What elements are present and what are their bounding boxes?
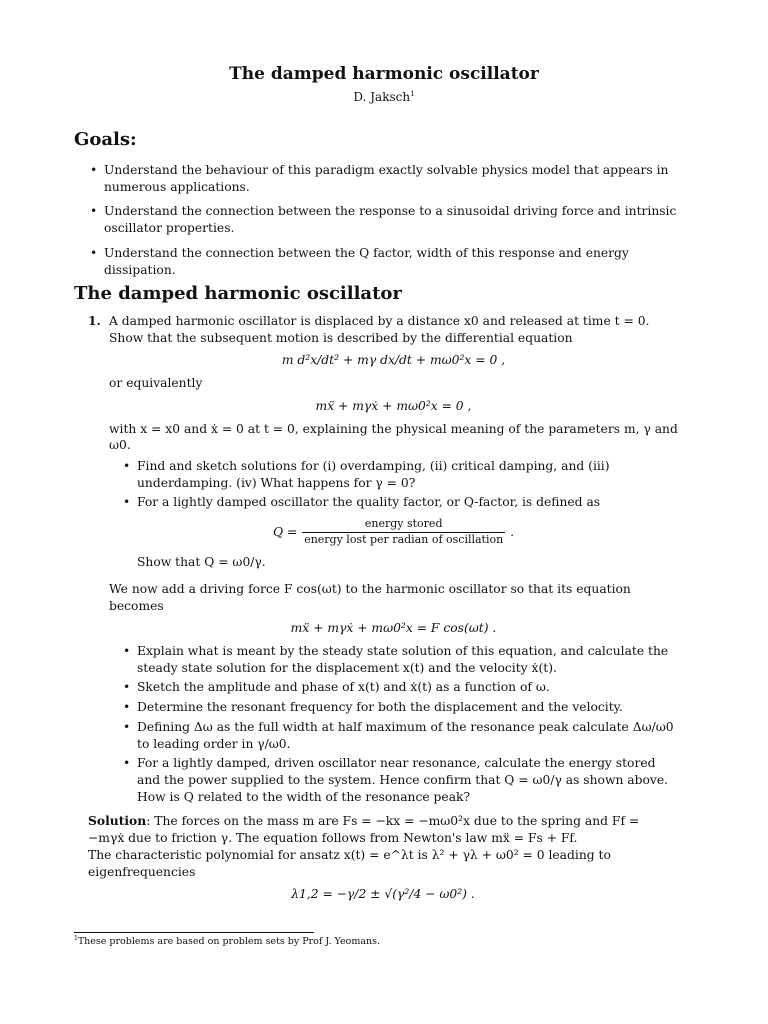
goals-list bbox=[88, 162, 682, 286]
problem-number: 1. bbox=[88, 313, 101, 328]
driving-force-text: We now add a driving force F cos(ωt) to the harmonic oscillator so that its equation becomes bbox=[109, 581, 631, 613]
solution-label: Solution bbox=[88, 813, 147, 829]
author-footnote-mark: 1 bbox=[410, 90, 415, 98]
footnote-rule bbox=[74, 932, 314, 933]
goal-item: • Understand the behaviour of this paradigm exactly solvable physics model that appears in numerous applications. bbox=[88, 162, 682, 195]
footnote-text: These problems are based on problem sets by Prof J. Yeomans. bbox=[77, 936, 381, 947]
solution-text: : The forces on the mass m are Fs = −kx = −mω0²x due to the spring and Ff = −mγẋ due to friction γ. The equation follows from Newton's law mẍ = Fs + Ff. bbox=[88, 814, 640, 846]
problem-content bbox=[88, 313, 678, 805]
question-item: • For a lightly damped oscillator the quality factor, or Q-factor, is defined as bbox=[109, 494, 678, 511]
q-numerator: energy stored bbox=[302, 517, 505, 533]
footnote-mark: 1 bbox=[74, 935, 78, 942]
goals-heading: Goals: bbox=[74, 129, 137, 150]
question-item: • Sketch the amplitude and phase of x(t) and ẋ(t) as a function of ω. bbox=[109, 679, 678, 696]
characteristic-polynomial-text: The characteristic polynomial for ansatz x(t) = e^λt is λ² + γλ + ω0² = 0 leading to eigenfrequencies bbox=[88, 847, 611, 879]
question-item: • Determine the resonant frequency for both the displacement and the velocity. bbox=[109, 699, 678, 716]
problem-body bbox=[88, 313, 678, 909]
question-item: • Find and sketch solutions for (i) overdamping, (ii) critical damping, and (iii) underdamping. (iv) What happens for γ = 0? bbox=[109, 458, 678, 491]
footnote bbox=[74, 935, 380, 949]
equation-4: λ1,2 = −γ/2 ± √(γ²/4 − ω0²) . bbox=[291, 887, 475, 902]
goal-item: • Understand the connection between the response to a sinusoidal driving force and intrinsic oscillator properties. bbox=[88, 203, 682, 236]
q-fraction bbox=[302, 517, 505, 548]
document-title: The damped harmonic oscillator bbox=[229, 64, 539, 84]
question-item: • Explain what is meant by the steady state solution of this equation, and calculate the steady state solution for the displacement x(t) and the velocity ẋ(t). bbox=[109, 643, 678, 676]
question-item: • For a lightly damped, driven oscillator near resonance, calculate the energy stored and the power supplied to the system. Hence confirm that Q = ω0/γ as shown above. How is Q related to the width of the resonance peak? bbox=[109, 755, 678, 805]
or-equivalently: or equivalently bbox=[109, 376, 203, 391]
show-q-text: Show that Q = ω0/γ. bbox=[137, 555, 266, 570]
author-name: D. Jaksch bbox=[353, 90, 411, 104]
q-label: Q = bbox=[272, 525, 298, 540]
equation-3: mẍ + mγẋ + mω0²x = F cos(ωt) . bbox=[290, 621, 497, 636]
section-heading: The damped harmonic oscillator bbox=[74, 283, 402, 304]
problem-intro: A damped harmonic oscillator is displaced by a distance x0 and released at time t = 0. Show that the subsequent motion is described by the differential equation bbox=[109, 314, 650, 345]
question-list-1 bbox=[109, 458, 678, 511]
equation-2: mẍ + mγẋ + mω0²x = 0 , bbox=[315, 398, 472, 413]
q-denominator: energy lost per radian of oscillation bbox=[304, 533, 504, 547]
q-factor-definition: Q = $\frac{\text{energy stored}}{\text{energy lost per radian of oscillation}}$ . bbox=[272, 517, 515, 547]
initial-conditions-text: with x = x0 and ẋ = 0 at t = 0, explaining the physical meaning of the parameters m, γ and ω0. bbox=[109, 421, 678, 453]
solution-paragraph bbox=[88, 813, 678, 846]
question-item: • Defining Δω as the full width at half maximum of the resonance peak calculate Δω/ω0 to leading order in γ/ω0. bbox=[109, 719, 678, 752]
goal-item: • Understand the connection between the Q factor, width of this response and energy dissipation. bbox=[88, 245, 682, 278]
equation-1: m d²x/dt² + mγ dx/dt + mω0²x = 0 , bbox=[281, 353, 506, 368]
author-line bbox=[0, 89, 768, 105]
question-list-2 bbox=[109, 643, 678, 805]
